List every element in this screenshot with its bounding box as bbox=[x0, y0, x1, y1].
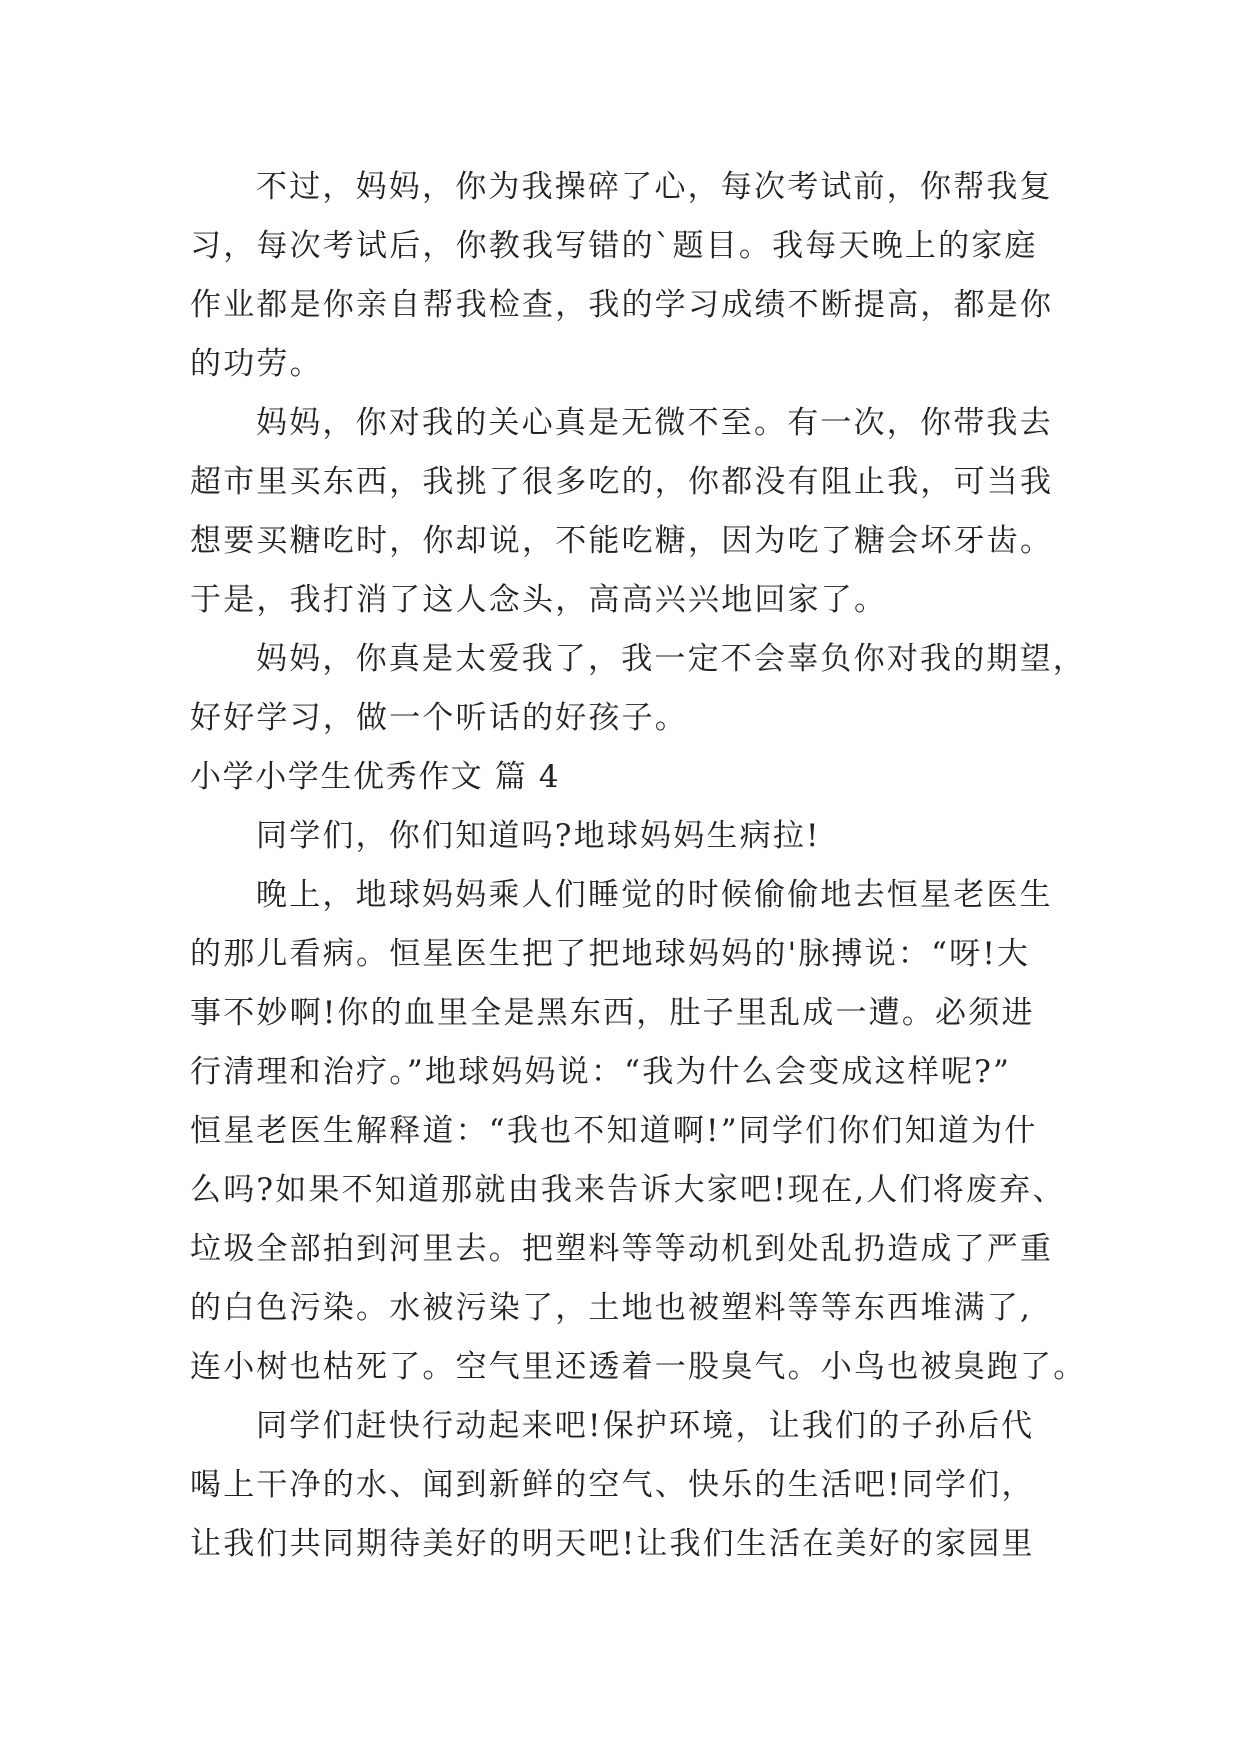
text-line: 么吗?如果不知道那就由我来告诉大家吧!现在,人们将废弃、 bbox=[190, 1172, 1066, 1208]
paragraph bbox=[190, 630, 1086, 748]
text-line: 超市里买东西，我挑了很多吃的，你都没有阻止我，可当我 bbox=[190, 464, 1054, 500]
text-line: 妈妈，你真是太爱我了，我一定不会辜负你对我的期望， bbox=[256, 641, 1086, 677]
text-line: 的白色污染。水被污染了，土地也被塑料等等东西堆满了, bbox=[190, 1290, 1033, 1326]
text-line: 同学们，你们知道吗?地球妈妈生病拉! bbox=[256, 818, 821, 854]
document-body bbox=[190, 158, 1087, 1574]
text-line: 同学们赶快行动起来吧!保护环境，让我们的子孙后代 bbox=[256, 1408, 1035, 1444]
text-line: 喝上干净的水、闻到新鲜的空气、快乐的生活吧!同学们， bbox=[190, 1467, 1035, 1503]
text-line: 作业都是你亲自帮我检查，我的学习成绩不断提高，都是你 bbox=[190, 287, 1054, 323]
text-line: 事不妙啊!你的血里全是黑东西，肚子里乱成一遭。必须进 bbox=[190, 995, 1035, 1031]
text-line: 垃圾全部拍到河里去。把塑料等等动机到处乱扔造成了严重 bbox=[190, 1231, 1054, 1267]
text-line: 连小树也枯死了。空气里还透着一股臭气。小鸟也被臭跑了。 bbox=[190, 1349, 1087, 1385]
text-line: 的功劳。 bbox=[190, 346, 323, 382]
text-line: 的那儿看病。恒星医生把了把地球妈妈的'脉搏说：“呀!大 bbox=[190, 936, 1031, 972]
text-line: 不过，妈妈，你为我操碎了心，每次考试前，你帮我复 bbox=[256, 169, 1053, 205]
text-line: 习，每次考试后，你教我写错的`题目。我每天晚上的家庭 bbox=[190, 228, 1038, 264]
paragraph bbox=[190, 394, 1070, 630]
text-line: 好好学习，做一个听话的好孩子。 bbox=[190, 700, 688, 736]
paragraph bbox=[190, 1397, 1070, 1574]
section-heading: 小学小学生优秀作文 篇 4 bbox=[190, 759, 561, 795]
text-line: 恒星老医生解释道：“我也不知道啊!”同学们你们知道为什 bbox=[190, 1113, 1038, 1149]
text-line: 想要买糖吃时，你却说，不能吃糖，因为吃了糖会坏牙齿。 bbox=[190, 523, 1054, 559]
paragraph bbox=[190, 807, 1070, 866]
text-line: 让我们共同期待美好的明天吧!让我们生活在美好的家园里 bbox=[190, 1526, 1035, 1562]
text-line: 妈妈，你对我的关心真是无微不至。有一次，你带我去 bbox=[256, 405, 1053, 441]
text-line: 于是，我打消了这人念头，高高兴兴地回家了。 bbox=[190, 582, 888, 618]
text-line: 行清理和治疗。”地球妈妈说：“我为什么会变成这样呢?” bbox=[190, 1054, 1012, 1090]
paragraph bbox=[190, 866, 1087, 1397]
paragraph bbox=[190, 158, 1070, 394]
text-line: 晚上，地球妈妈乘人们睡觉的时候偷偷地去恒星老医生 bbox=[256, 877, 1053, 913]
